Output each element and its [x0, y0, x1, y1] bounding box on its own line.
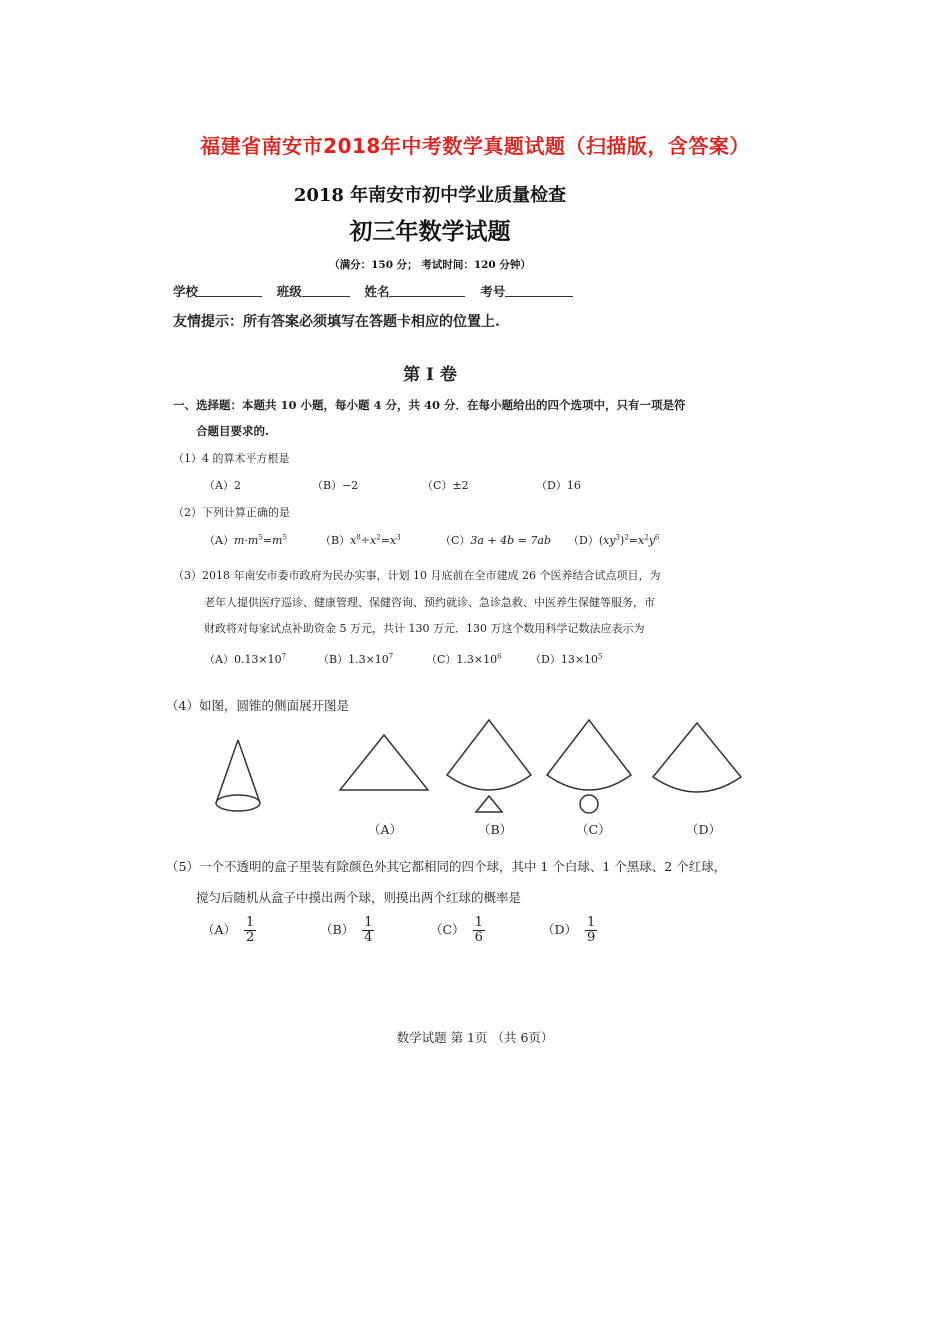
option-c-figure — [547, 720, 631, 813]
q3-option-a: $(A)0.13\times 10^7$ — [204, 652, 287, 666]
q2-option-c: （C）3a + 4b = 7ab — [440, 534, 552, 547]
q3-line1: （3）2018 年南安市委市政府为民办实事，计划 10 月底前在全市建成 26 个医养结合试点项目，为 — [173, 569, 661, 582]
q4-label-d: （D） — [686, 822, 722, 837]
q4-label-a: （A） — [368, 822, 403, 837]
document-title: 福建省南安市2018年中考数学真题试题（扫描版，含答案） — [200, 134, 750, 158]
exam-title-line2: 初三年数学试题 — [349, 218, 511, 245]
instructions-line2: 合题目要求的. — [196, 424, 270, 438]
q3-option-b: $(B)1.3\times 10^7$ — [318, 652, 394, 666]
field-label-class: 班级 — [276, 284, 302, 299]
field-label-name: 姓名 — [364, 284, 390, 299]
field-label-exam-number: 考号 — [480, 284, 506, 299]
cone-figure — [216, 740, 260, 811]
q2-option-a: $(A)m\cdot m^5=m^5$ — [204, 533, 287, 547]
q1-option-d: （D）16 — [536, 479, 581, 492]
q1-stem: （1）4 的算术平方根是 — [173, 452, 290, 465]
fraction: $\frac{1}{6}$ — [474, 915, 483, 945]
field-label-school: 学校 — [173, 284, 199, 299]
q4-stem: （4）如图，圆锥的侧面展开图是 — [166, 698, 349, 713]
q2-option-b: $(B)x^8\div x^2=x^3$ — [320, 533, 401, 547]
friendly-hint: 友情提示：所有答案必须填写在答题卡相应的位置上. — [173, 314, 500, 330]
page-footer: 数学试题 第 1页 （共 6页） — [396, 1030, 554, 1045]
q2-option-d: $(D)(xy^3)^2=x^2y^6$ — [568, 533, 660, 547]
exam-title-line1: 2018 年南安市初中学业质量检查 — [293, 185, 567, 206]
q2-stem: （2）下列计算正确的是 — [173, 506, 290, 519]
fraction: $\frac{1}{4}$ — [364, 915, 373, 945]
q3-option-c: $(C)1.3\times 10^6$ — [426, 652, 502, 666]
fraction: $\frac{1}{9}$ — [587, 915, 596, 945]
fraction: $\frac{1}{2}$ — [246, 915, 255, 945]
instructions-line1: 一、选择题：本题共 10 小题，每小题 4 分，共 40 分．在每小题给出的四个选项中，只有一项是符 — [173, 398, 686, 412]
q5-line1: （5）一个不透明的盒子里装有除颜色外其它都相同的四个球，其中 1 个白球、1 个黑球、2 个红球， — [166, 859, 727, 874]
q5-option-c: （C） $\frac{1}{6}$ — [430, 915, 483, 945]
option-a-figure — [340, 735, 428, 790]
option-b-figure — [447, 720, 531, 812]
q3-line2: 老年人提供医疗巡诊、健康管理、保健咨询、预约就诊、急诊急救、中医养生保健等服务，市 — [204, 596, 655, 609]
q1-option-b: （B）−2 — [312, 479, 359, 492]
q5-option-b: （B） $\frac{1}{4}$ — [320, 915, 373, 945]
q5-option-a: （A） $\frac{1}{2}$ — [202, 915, 255, 945]
q5-option-d: （D） $\frac{1}{9}$ — [542, 915, 596, 945]
q1-option-a: （A）2 — [204, 479, 241, 492]
option-d-figure — [653, 723, 741, 792]
q1-option-c: （C）±2 — [422, 479, 469, 492]
exam-meta: （满分：150 分； 考试时间：120 分钟） — [329, 259, 531, 271]
q3-line3: 财政将对每家试点补助资金 5 万元，共计 130 万元．130 万这个数用科学记数法应表示为 — [204, 622, 645, 635]
q4-label-c: （C） — [576, 822, 611, 837]
section-title: 第 Ⅰ 卷 — [403, 365, 457, 385]
q4-label-b: （B） — [478, 822, 513, 837]
q3-option-d: $(D)13\times 10^5$ — [530, 652, 603, 666]
q5-line2: 搅匀后随机从盒子中摸出两个球，则摸出两个红球的概率是 — [196, 890, 522, 905]
